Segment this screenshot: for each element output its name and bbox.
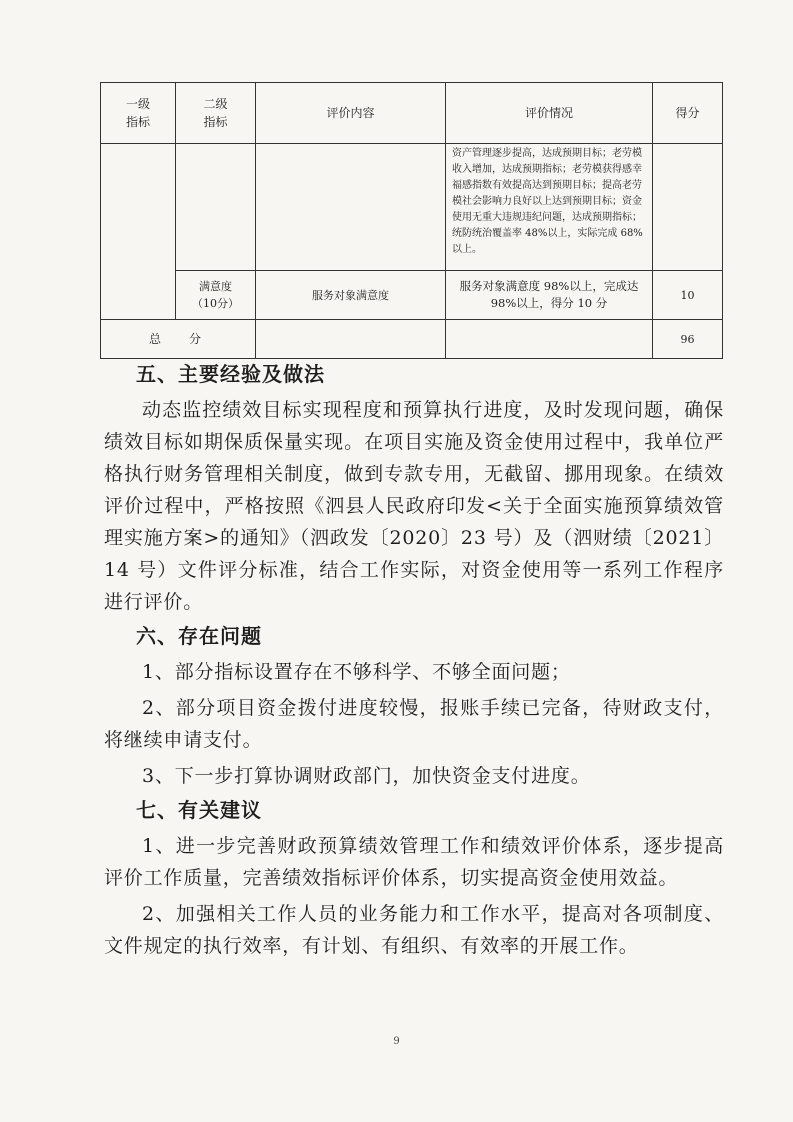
cell-total-evaluation [446,320,653,359]
evaluation-table [100,82,723,359]
cell-secondary-satisfaction: 满意度 （10分） [176,271,256,320]
cell-total-score: 96 [653,320,723,359]
section-heading-suggestions: 七、有关建议 [136,798,262,822]
document-body [104,360,724,966]
cell-content-satisfaction: 服务对象满意度 [256,271,446,320]
table-row [101,144,723,271]
paragraph: 动态监控绩效目标实现程度和预算执行进度，及时发现问题，确保绩效目标如期保质保量实现。在项目实施及资金使用过程中，我单位严格执行财务管理相关制度，做到专款专用，无截留、挪用现象。在绩效评价过程中，严格按照《泗县人民政府印发<关于全面实施预算绩效管理实施方案>的通知》（泗政发〔2020〕23 号）及（泗财绩〔2021〕14 号）文件评分标准，结合工作实际，对资金使用等一系列工作程序进行评价。 [104,399,724,613]
cell-primary-indicator [101,144,176,320]
cell-evaluation-satisfaction: 服务对象满意度 98%以上，完成达 98%以上，得分 10 分 [446,271,653,320]
cell-total-content [256,320,446,359]
paragraph: 2、加强相关工作人员的业务能力和工作水平，提高对各项制度、文件规定的执行效率，有计划、有组织、有效率的开展工作。 [104,903,724,957]
section-heading-experience: 五、主要经验及做法 [136,362,325,386]
table-header-row [101,83,723,144]
paragraph: 1、进一步完善财政预算绩效管理工作和绩效评价体系，逐步提高评价工作质量，完善绩效指标评价体系，切实提高资金使用效益。 [104,835,724,889]
cell-score-satisfaction: 10 [653,271,723,320]
page-number: 9 [393,1036,400,1047]
header-evaluation-content: 评价内容 [256,83,446,144]
table-row [101,271,723,320]
paragraph: 2、部分项目资金拨付进度较慢，报账手续已完备，待财政支付，将继续申请支付。 [104,697,724,751]
cell-evaluation: 资产管理逐步提高，达成预期目标；老劳模收入增加，达成预期指标；老劳模获得感幸福感指数有效提高达到预期目标；提高老劳模社会影响力良好以上达到预期目标；资金使用无重大违规违纪问题，达成预期指标；统防统治覆盖率 48%以上，实际完成 68%以上。 [446,144,653,271]
paragraph: 1、部分指标设置存在不够科学、不够全面问题； [142,661,571,683]
header-secondary-indicator: 二级 指标 [176,83,256,144]
cell-content [256,144,446,271]
header-primary-indicator: 一级 指标 [101,83,176,144]
table-total-row [101,320,723,359]
section-heading-problems: 六、存在问题 [136,624,262,648]
cell-secondary-indicator [176,144,256,271]
header-evaluation-status: 评价情况 [446,83,653,144]
cell-score [653,144,723,271]
cell-total-label: 总分 [101,320,256,359]
header-score: 得分 [653,83,723,144]
paragraph: 3、下一步打算协调财政部门，加快资金支付进度。 [142,765,591,787]
